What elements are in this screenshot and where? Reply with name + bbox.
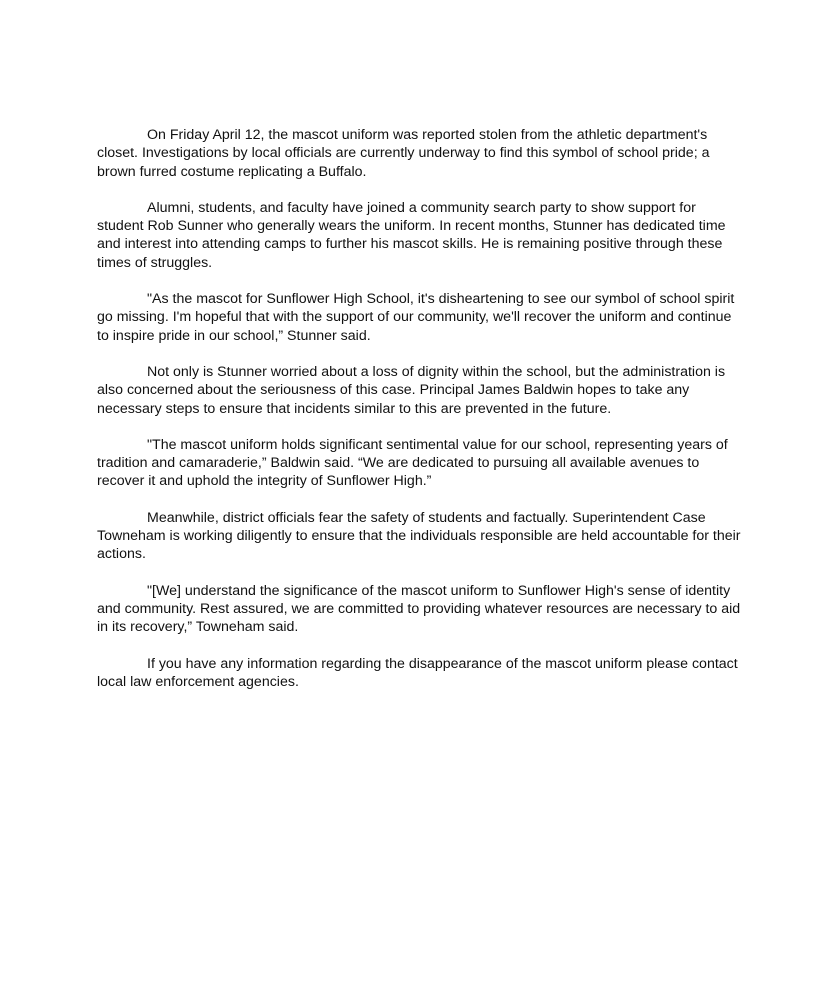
paragraph-stolen-report: On Friday April 12, the mascot uniform was reported stolen from the athletic department's closet. Investigations by local officials are currently underway to find this symbol of school pride; a brown furred costume replicating a Buffalo. xyxy=(97,127,710,180)
paragraph-search-party: Alumni, students, and faculty have joined a community search party to show support for student Rob Sunner who generally wears the uniform. In recent months, Stunner has dedicated time and interest into attending camps to further his mascot skills. He is remaining positive through these times of struggles. xyxy=(97,199,726,271)
paragraph-administration-concern: Not only is Stunner worried about a loss of dignity within the school, but the administration is also concerned about the seriousness of this case. Principal James Baldwin hopes to take any necessary steps to ensure that incidents similar to this are prevented in the future. xyxy=(97,363,726,417)
document-body xyxy=(97,126,745,709)
paragraph-baldwin-quote: "The mascot uniform holds significant sentimental value for our school, representing years of tradition and camaraderie,” Baldwin said. “We are dedicated to pursuing all available avenues to recover it and uphold the integrity of Sunflower High.” xyxy=(97,436,728,490)
paragraph-contact-info: If you have any information regarding the disappearance of the mascot uniform please contact local law enforcement agencies. xyxy=(97,655,738,690)
paragraph-stunner-quote: "As the mascot for Sunflower High School, it's disheartening to see our symbol of school spirit go missing. I'm hopeful that with the support of our community, we'll recover the uniform and continue to inspire pride in our school,” Stunner said. xyxy=(97,291,735,344)
paragraph-district-officials: Meanwhile, district officials fear the safety of students and factually. Superintendent Case Towneham is working diligently to ensure that the individuals responsible are held accountable for their actions. xyxy=(97,509,741,563)
paragraph-towneham-quote: "[We] understand the significance of the mascot uniform to Sunflower High's sense of identity and community. Rest assured, we are committed to providing whatever resources are necessary to aid in its recovery,” Towneham said. xyxy=(97,582,741,636)
